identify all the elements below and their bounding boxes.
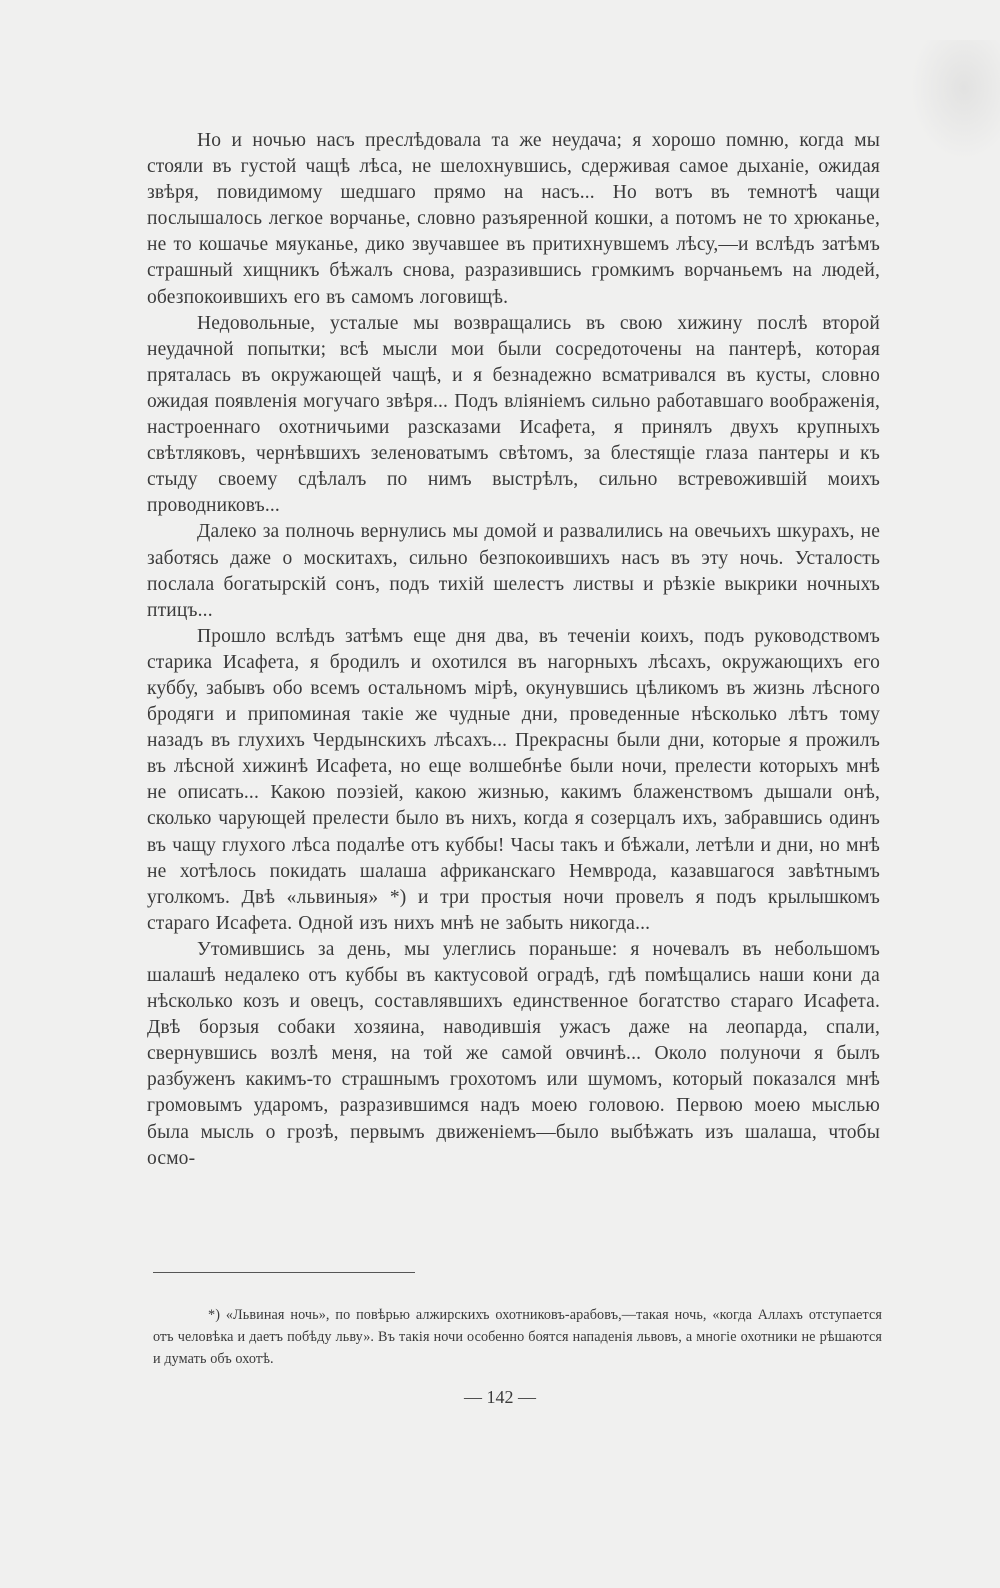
paragraph-4: Прошло вслѣдъ затѣмъ еще дня два, въ теченіи коихъ, подъ руководствомъ старика Исафета, я бродилъ и охотился въ нагорныхъ лѣсахъ, окружающихъ его куббу, забывъ обо всемъ остальномъ мірѣ, окунувшись цѣликомъ въ жизнь лѣсного бродяги и припоминая такіе же чудные дни, проведенные нѣсколько лѣтъ тому назадъ въ глухихъ Чердынскихъ лѣсахъ... Прекрасны были дни, которые я прожилъ въ лѣсной хижинѣ Исафета, но еще волшебнѣе были ночи, прелести которыхъ мнѣ не описать... Какою поэзіей, какою жизнью, какимъ блаженствомъ дышали онѣ, сколько чарующей прелести было въ нихъ, когда я созерцалъ ихъ, забравшись одинъ въ чащу глухого лѣса подалѣе отъ куббы! Часы такъ и бѣжали, летѣли и дни, но мнѣ не хотѣлось покидать шалаша африканскаго Немврода, казавшагося завѣтнымъ уголкомъ. Двѣ «львиныя» *) и три простыя ночи провелъ я подъ крылышкомъ стараго Исафета. Одной изъ нихъ мнѣ не забыть никогда... [147, 625, 880, 934]
paragraph-3: Далеко за полночь вернулись мы домой и развалились на овечьихъ шкурахъ, не заботясь даже о москитахъ, сильно безпокоившихъ насъ въ эту ночь. Усталость послала богатырскій сонъ, подъ тихій шелестъ листвы и рѣзкіе выкрики ночныхъ птицъ... [147, 521, 880, 621]
bleed-through-ornament [910, 40, 1000, 160]
footnote-divider [153, 1272, 415, 1273]
paragraph-5: Утомившись за день, мы улеглись пораньше: я ночевалъ въ небольшомъ шалашѣ недалеко отъ куббы въ кактусовой оградѣ, гдѣ помѣщались наши кони да нѣсколько козъ и овецъ, составлявшихъ единственное богатство стараго Исафета. Двѣ борзыя собаки хозяина, наводившія ужасъ даже на леопарда, спали, свернувшись возлѣ меня, на той же самой овчинѣ... Около полуночи я былъ разбуженъ какимъ-то страшнымъ грохотомъ или шумомъ, который показался мнѣ громовымъ ударомъ, разразившимся надъ моею головою. Первою моею мыслью была мысль о грозѣ, первымъ движеніемъ—было выбѣжать изъ шалаша, чтобы осмо- [147, 938, 880, 1169]
paragraph-1: Но и ночью насъ преслѣдовала та же неудача; я хорошо помню, когда мы стояли въ густой чащѣ лѣса, не шелохнувшись, сдерживая самое дыханіе, ожидая звѣря, повидимому шедшаго прямо на насъ... Но вотъ въ темнотѣ чащи послышалось легкое ворчанье, словно разъяренной кошки, а потомъ не то хрюканье, не то кошачье мяуканье, дико звучавшее въ притихнувшемъ лѣсу,—и вслѣдъ затѣмъ страшный хищникъ бѣжалъ снова, разразившись громкимъ ворчаньемъ на людей, обезпокоившихъ его въ самомъ логовищѣ. [147, 130, 880, 308]
paragraph-2: Недовольные, усталые мы возвращались въ свою хижину послѣ второй неудачной попытки; всѣ мысли мои были сосредоточены на пантерѣ, которая пряталась въ окружающей чащѣ, и я безнадежно всматривался въ кусты, словно ожидая появленія могучаго звѣря... Подъ вліяніемъ сильно работавшаго воображенія, настроеннаго охотничьими разсказами Исафета, я принялъ двухъ крупныхъ свѣтляковъ, чернѣвшихъ зеленоватымъ свѣтомъ, за блестящіе глаза пантеры и къ стыду своему сдѣлалъ по нимъ выстрѣлъ, сильно встревожившій моихъ проводниковъ... [147, 312, 880, 517]
main-text [147, 128, 880, 1172]
footnote: *) «Львиная ночь», по повѣрью алжирскихъ охотниковъ-арабовъ,—такая ночь, «когда Аллахъ отступается отъ человѣка и даетъ побѣду льву». Въ такія ночи особенно боятся нападенія львовъ, а многіе охотники не рѣшаются и думать объ охотѣ. [153, 1307, 882, 1368]
page-number: — 142 — [464, 1387, 536, 1407]
